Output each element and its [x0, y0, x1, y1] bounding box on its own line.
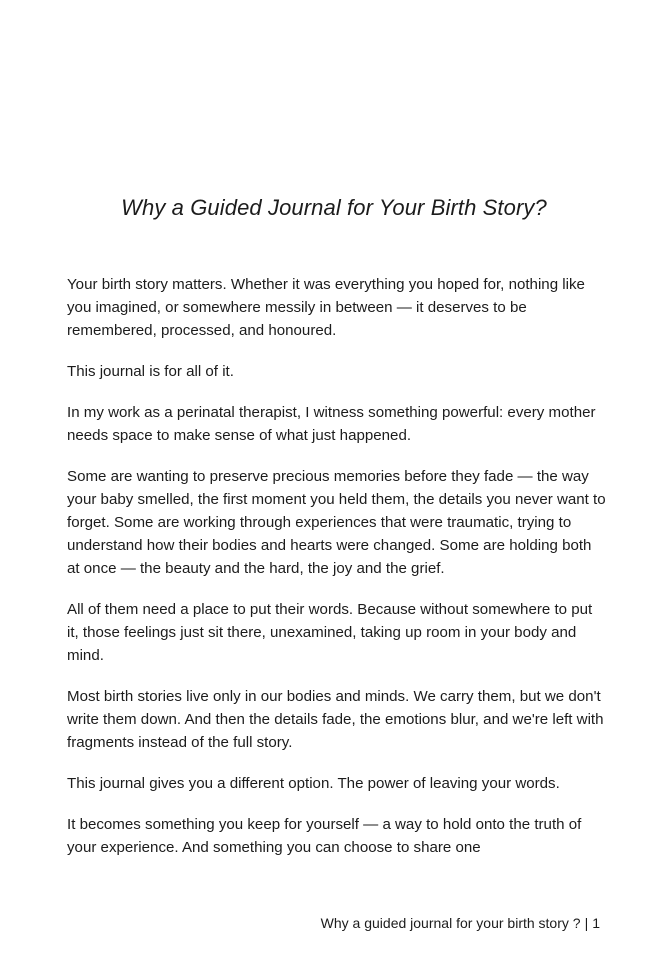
- footer-running-title: Why a guided journal for your birth story ?: [320, 915, 581, 931]
- footer-separator: |: [584, 915, 589, 931]
- paragraph: It becomes something you keep for yourself — a way to hold onto the truth of your experience. And something you can choose to share one: [67, 816, 582, 856]
- body-text: [67, 273, 607, 877]
- paragraph: Some are wanting to preserve precious memories before they fade — the way your baby smelled, the first moment you held them, the details you never want to forget. Some are working through experiences that were traumatic, trying to understand how their bodies and hearts were changed. Some are holding both at once — the beauty and the hard, the joy and the grief.: [67, 468, 606, 577]
- paragraph: Your birth story matters. Whether it was everything you hoped for, nothing like you imagined, or somewhere messily in between — it deserves to be remembered, processed, and honoured.: [67, 276, 585, 339]
- paragraph: All of them need a place to put their words. Because without somewhere to put it, those feelings just sit there, unexamined, taking up room in your body and mind.: [67, 601, 593, 664]
- paragraph: In my work as a perinatal therapist, I witness something powerful: every mother needs space to make sense of what just happened.: [67, 404, 596, 444]
- paragraph: Most birth stories live only in our bodies and minds. We carry them, but we don't write them down. And then the details fade, the emotions blur, and we're left with fragments instead of the full story.: [67, 688, 604, 751]
- paragraph: This journal gives you a different option. The power of leaving your words.: [67, 775, 560, 792]
- page-footer: [321, 913, 600, 933]
- page-title: Why a Guided Journal for Your Birth Story?: [121, 195, 547, 220]
- paragraph: This journal is for all of it.: [67, 363, 234, 380]
- page-number: 1: [592, 915, 600, 931]
